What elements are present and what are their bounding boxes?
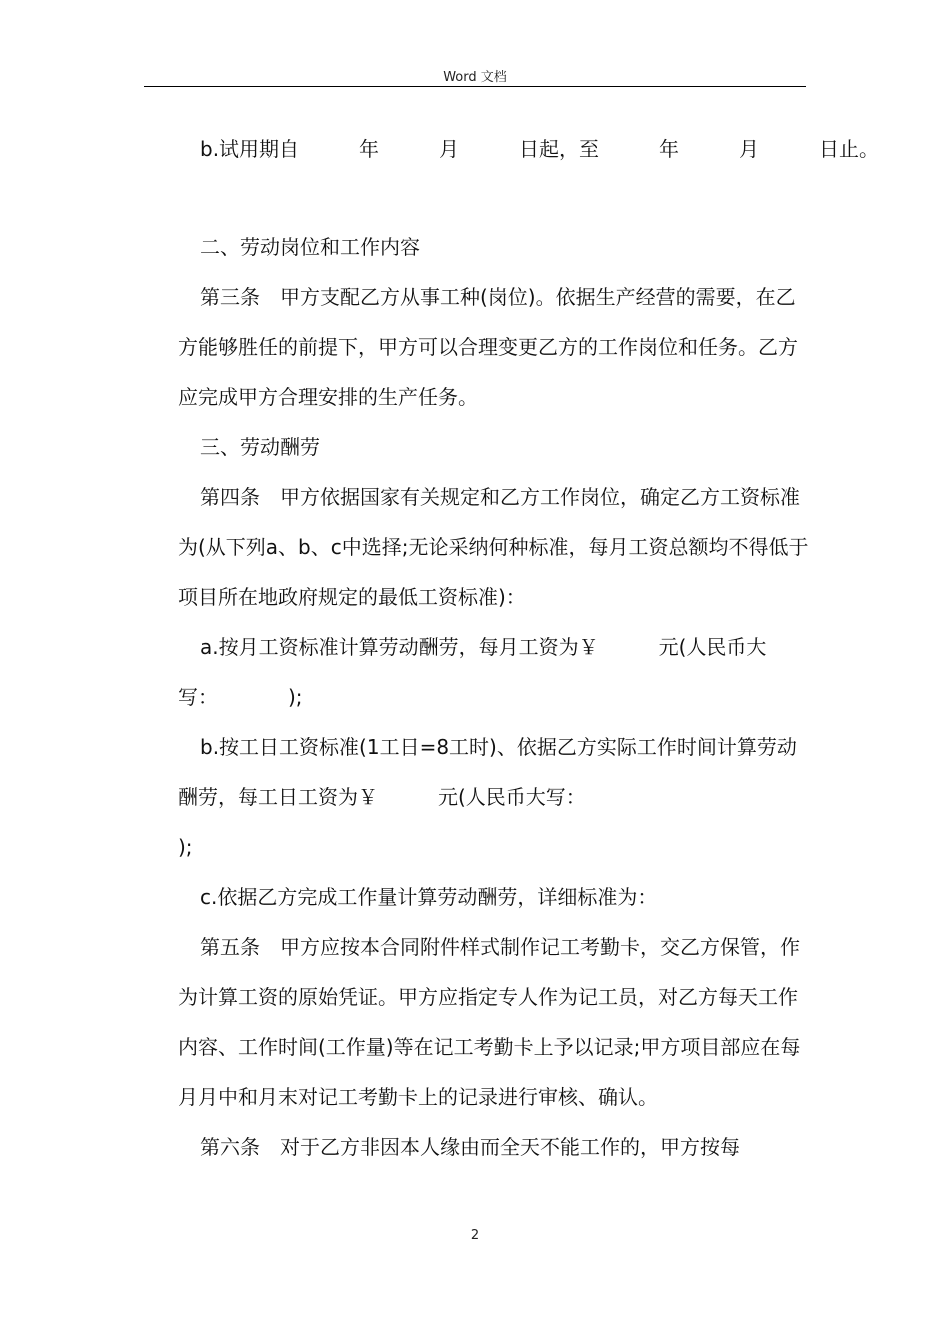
article-6: 第六条 对于乙方非因本人缘由而全天不能工作的，甲方按每	[200, 1135, 740, 1159]
section-heading-3: 三、劳动酬劳	[200, 435, 320, 459]
document-body	[178, 124, 880, 1172]
option-b: b.按工日工资标准(1工日=8工时)、依据乙方实际工作时间计算劳动酬劳，每工日工资为￥ 元(人民币大写：	[178, 735, 797, 809]
article-3: 第三条 甲方支配乙方从事工种(岗位)。依据生产经营的需要，在乙方能够胜任的前提下，甲方可以合理变更乙方的工作岗位和任务。乙方应完成甲方合理安排的生产任务。	[178, 285, 798, 409]
article-5: 第五条 甲方应按本合同附件样式制作记工考勤卡，交乙方保管，作为计算工资的原始凭证。甲方应指定专人作为记工员，对乙方每天工作内容、工作时间(工作量)等在记工考勤卡上予以记录;甲方项目部应在每月月中和月末对记工考勤卡上的记录进行审核、确认。	[178, 935, 801, 1109]
page-number: 2	[470, 1228, 480, 1243]
option-b-end: );	[178, 835, 193, 859]
paragraph-gap	[178, 174, 810, 222]
option-a: a.按月工资标准计算劳动酬劳，每月工资为￥ 元(人民币大写： );	[178, 635, 767, 709]
section-heading-2: 二、劳动岗位和工作内容	[200, 235, 420, 259]
option-c: c.依据乙方完成工作量计算劳动酬劳，详细标准为：	[200, 885, 658, 909]
trial-period-line: b.试用期自 年 月 日起，至 年 月 日止。	[200, 137, 880, 161]
page-header: Word 文档	[443, 70, 507, 85]
header-divider	[144, 86, 806, 87]
article-4: 第四条 甲方依据国家有关规定和乙方工作岗位，确定乙方工资标准为(从下列a、b、c中选择;无论采纳何种标准，每月工资总额均不得低于项目所在地政府规定的最低工资标准)：	[178, 485, 809, 609]
